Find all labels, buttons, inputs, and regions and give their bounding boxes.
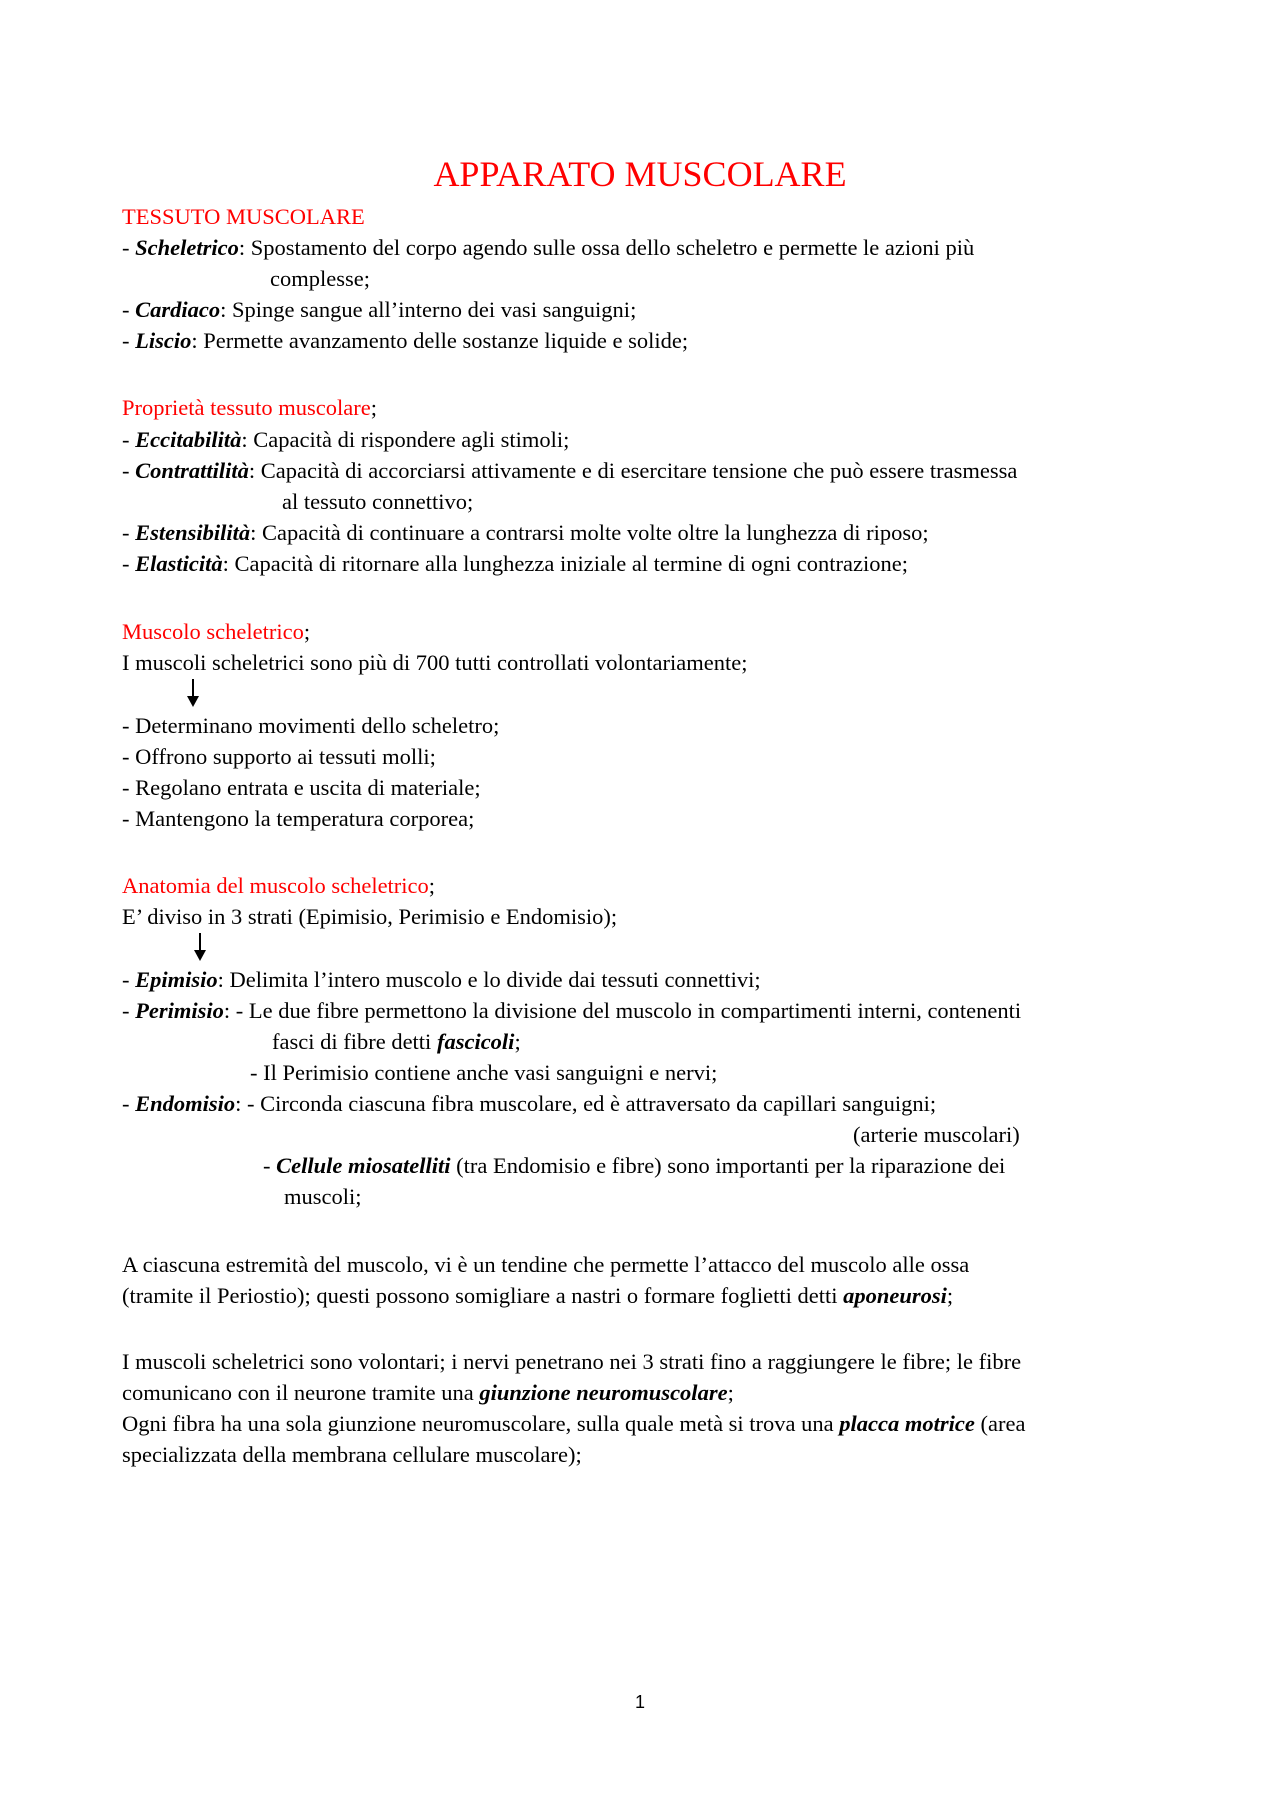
list-item-liscio: - Liscio: Permette avanzamento delle sostanze liquide e solide;	[122, 328, 689, 353]
bullet-item: - Regolano entrata e uscita di materiale;	[122, 775, 481, 800]
paragraph-intro: E’ diviso in 3 strati (Epimisio, Perimisio e Endomisio);	[122, 904, 618, 929]
paragraph-line: A ciascuna estremità del muscolo, vi è un tendine che permette l’attacco del muscolo alle ossa	[122, 1252, 970, 1277]
paragraph-intro: I muscoli scheletrici sono più di 700 tutti controllati volontariamente;	[122, 650, 748, 675]
term-endomisio: Endomisio	[135, 1091, 236, 1116]
term-liscio: Liscio	[135, 328, 192, 353]
arrow-down-icon	[186, 678, 200, 708]
paragraph-line: Ogni fibra ha una sola giunzione neuromuscolare, sulla quale metà si trova una placca motrice (area	[122, 1411, 1026, 1436]
term-fascicoli: fascicoli	[436, 1029, 515, 1054]
term-placca-motrice: placca motrice	[839, 1411, 975, 1436]
term-epimisio: Epimisio	[135, 967, 218, 992]
term-elasticita: Elasticità	[135, 551, 223, 576]
list-item-endomisio: - Endomisio: - Circonda ciascuna fibra muscolare, ed è attraversato da capillari sanguigni;	[122, 1091, 937, 1116]
term-giunzione-neuromuscolare: giunzione neuromuscolare	[479, 1380, 728, 1405]
sub-item: - Cellule miosatelliti (tra Endomisio e fibre) sono importanti per la riparazione dei	[263, 1153, 1006, 1178]
list-item-continuation: fasci di fibre detti fascicoli;	[272, 1029, 521, 1054]
list-item-epimisio: - Epimisio: Delimita l’intero muscolo e lo divide dai tessuti connettivi;	[122, 967, 761, 992]
list-item-contrattilita: - Contrattilità: Capacità di accorciarsi attivamente e di esercitare tensione che può essere trasmessa	[122, 458, 1018, 483]
page-number: 1	[634, 1692, 645, 1712]
term-cellule-miosatelliti: Cellule miosatelliti	[276, 1153, 451, 1178]
term-perimisio: Perimisio	[135, 998, 224, 1023]
term-eccitabilita: Eccitabilità	[135, 427, 242, 452]
list-item-continuation: muscoli;	[284, 1184, 362, 1209]
list-item-scheletrico: - Scheletrico: Spostamento del corpo agendo sulle ossa dello scheletro e permette le azioni più	[122, 235, 975, 260]
sub-item: - Il Perimisio contiene anche vasi sanguigni e nervi;	[250, 1060, 718, 1085]
paragraph-line: (tramite il Periostio); questi possono somigliare a nastri o formare foglietti detti aponeurosi;	[122, 1283, 954, 1308]
list-item-perimisio: - Perimisio: - Le due fibre permettono la divisione del muscolo in compartimenti interni, contenenti	[122, 998, 1022, 1023]
section-heading-muscolo: Muscolo scheletrico;	[122, 619, 311, 644]
list-item-continuation: complesse;	[270, 266, 370, 291]
bullet-item: - Mantengono la temperatura corporea;	[122, 806, 475, 831]
section-heading-tessuto: TESSUTO MUSCOLARE	[122, 204, 365, 229]
arrow-down-icon	[193, 932, 207, 962]
note-arterie: (arterie muscolari)	[853, 1122, 1020, 1147]
paragraph-line: specializzata della membrana cellulare muscolare);	[122, 1442, 582, 1467]
term-scheletrico: Scheletrico	[135, 235, 239, 260]
list-item-eccitabilita: - Eccitabilità: Capacità di rispondere agli stimoli;	[122, 427, 570, 452]
bullet-item: - Determinano movimenti dello scheletro;	[122, 713, 500, 738]
section-heading-anatomia: Anatomia del muscolo scheletrico;	[122, 873, 436, 898]
list-item-elasticita: - Elasticità: Capacità di ritornare alla lunghezza iniziale al termine di ogni contrazione;	[122, 551, 908, 576]
paragraph-line: I muscoli scheletrici sono volontari; i nervi penetrano nei 3 strati fino a raggiungere le fibre; le fibre	[122, 1349, 1022, 1374]
paragraph-line: comunicano con il neurone tramite una giunzione neuromuscolare;	[122, 1380, 734, 1405]
list-item-continuation: al tessuto connettivo;	[282, 489, 474, 514]
page-title: APPARATO MUSCOLARE	[433, 154, 847, 194]
section-heading-proprieta: Proprietà tessuto muscolare;	[122, 395, 377, 420]
term-contrattilita: Contrattilità	[135, 458, 249, 483]
term-aponeurosi: aponeurosi	[843, 1283, 947, 1308]
list-item-cardiaco: - Cardiaco: Spinge sangue all’interno dei vasi sanguigni;	[122, 297, 637, 322]
term-estensibilita: Estensibilità	[135, 520, 251, 545]
term-cardiaco: Cardiaco	[135, 297, 221, 322]
bullet-item: - Offrono supporto ai tessuti molli;	[122, 744, 436, 769]
list-item-estensibilita: - Estensibilità: Capacità di continuare a contrarsi molte volte oltre la lunghezza di riposo;	[122, 520, 929, 545]
